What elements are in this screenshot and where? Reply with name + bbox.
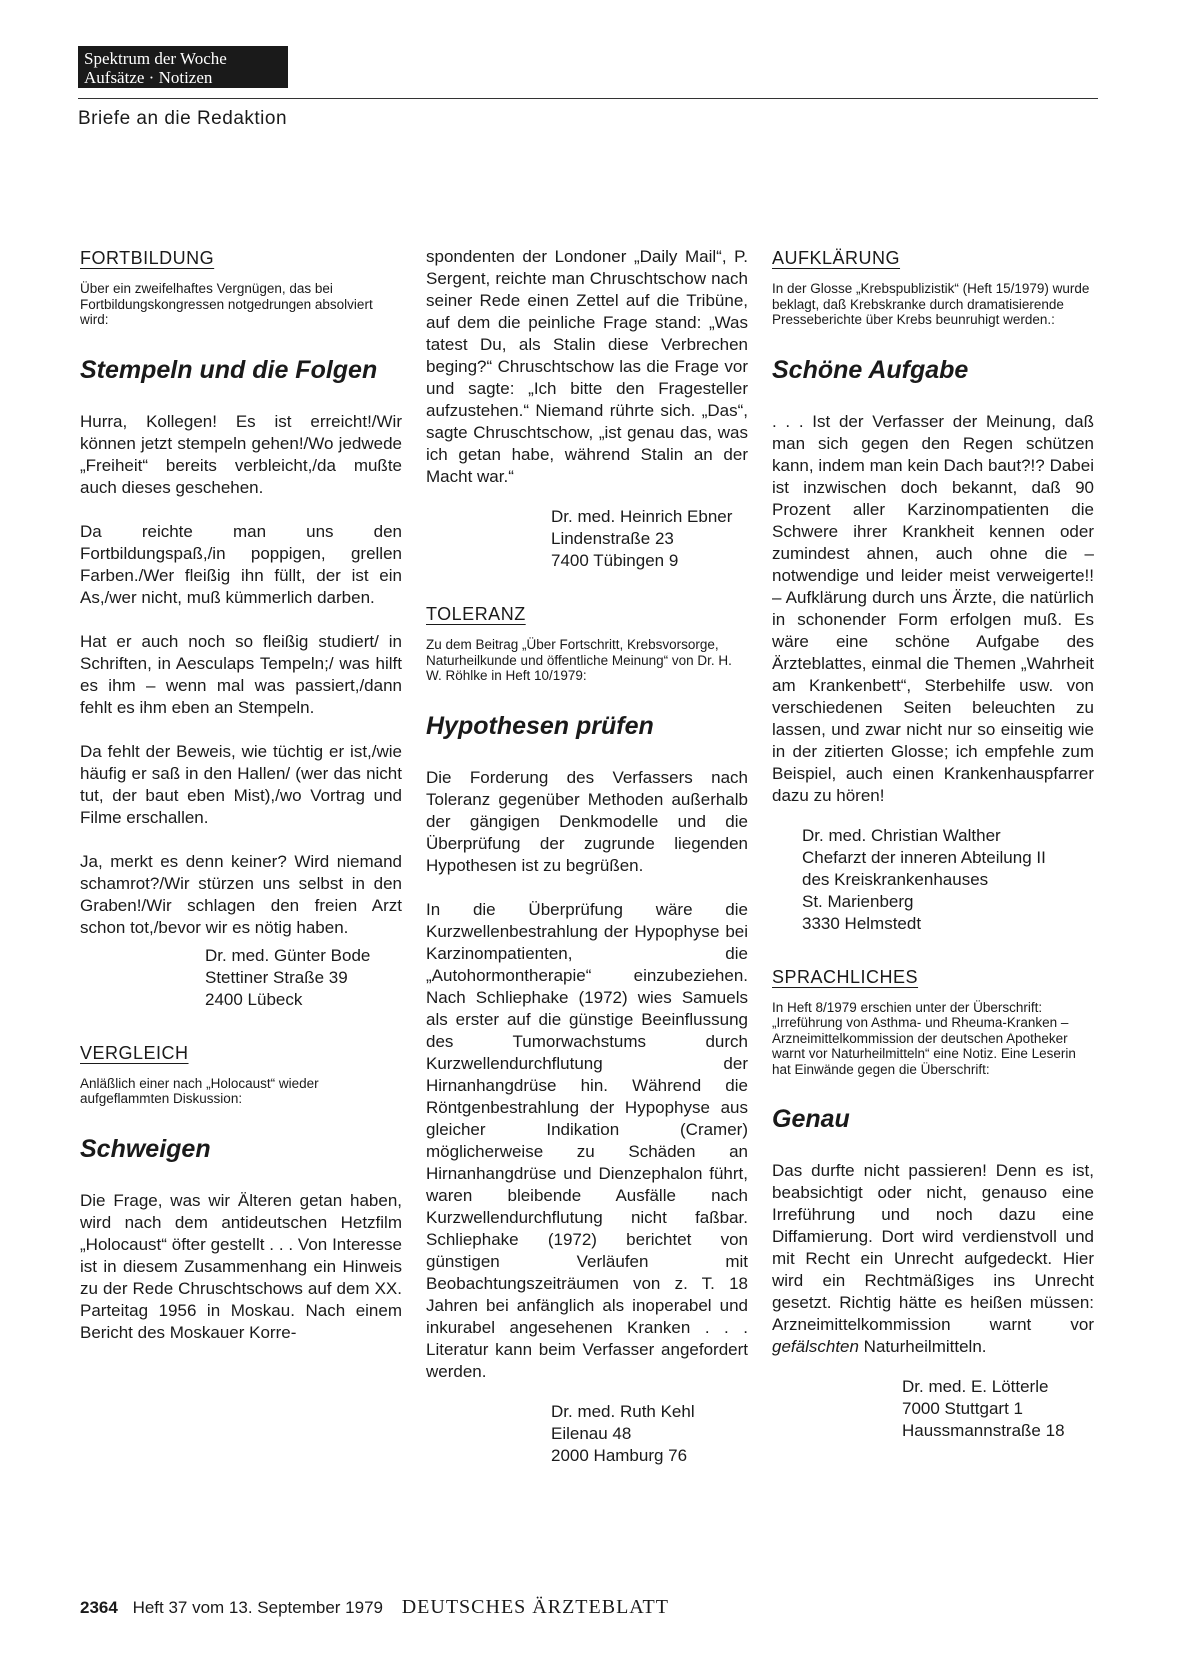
body-toleranz xyxy=(426,767,748,1383)
kicker-vergleich: VERGLEICH xyxy=(80,1042,189,1063)
headline-toleranz: Hypothesen prüfen xyxy=(426,711,654,740)
paragraph: . . . Ist der Verfasser der Meinung, daß man sich gegen den Regen schützen kann, indem man kein Dach baut?!? Dabei ist inzwischen doch bekannt, daß 90 Prozent aller Karzinompatienten die Schwere ihrer Krankheit kennen oder zumindest ahnen, auch ohne die – notwendige und leider meist verweigerte!! – Aufklärung durch uns Ärzte, die natürlich in schonender Form erfolgen muß. Es wäre eine schöne Aufgabe des Ärzteblattes, einmal die Themen „Wahrheit am Krankenbett“, Sterbehilfe usw. von verschiedenen Seiten beleuchten zu lassen, und zwar nicht nur so einseitig wie in der zitierten Glosse; ich empfehle zum Beispiel, auch einen Krankenhauspfarrer dazu zu hören! xyxy=(772,411,1094,805)
signature-city: 7400 Tübingen 9 xyxy=(551,551,679,570)
signature-street: Eilenau 48 xyxy=(551,1423,632,1443)
body-aufklaerung xyxy=(772,411,1094,807)
paragraph: Hurra, Kollegen! Es ist erreicht!/Wir können jetzt stempeln gehen!/Wo jedwede „Freiheit“ bereits verbleicht,/da mußte auch dieses geschehen. xyxy=(80,411,402,497)
paragraph: Hat er auch noch so fleißig studiert/ in Schriften, in Aesculaps Tempeln;/ was hilft es ihm – wenn mal was passiert,/dann fehlt es ihm eben an Stempeln. xyxy=(80,631,402,717)
signature-city: 7000 Stuttgart 1 xyxy=(902,1399,1023,1418)
signature-city: 2000 Hamburg 76 xyxy=(551,1445,688,1465)
signature-street: Haussmannstraße 18 xyxy=(902,1421,1065,1440)
signature-hospital: des Kreiskrankenhauses xyxy=(802,869,989,889)
body-fortbildung xyxy=(80,411,402,939)
signature-name: Dr. med. Heinrich Ebner xyxy=(551,507,733,526)
column-3 xyxy=(772,248,1094,1474)
paragraph: Da fehlt der Beweis, wie tüchtig er ist,/wie häufig er saß in den Hallen/ (wer das nicht tut, der baut eben Mist),/wo Vortrag und Filme erschallen. xyxy=(80,741,402,827)
signature-kehl xyxy=(551,1401,748,1467)
headline-vergleich: Schweigen xyxy=(80,1134,211,1163)
paragraph: Da reichte man uns den Fortbildungspaß,/in poppigen, grellen Farben./Wer fleißig ihn füllt, der ist ein As,/wer nicht, muß kümmerlich darben. xyxy=(80,521,402,607)
kicker-fortbildung: FORTBILDUNG xyxy=(80,248,215,268)
signature-title: Chefarzt der inneren Abteilung II xyxy=(802,847,1046,867)
kicker-toleranz: TOLERANZ xyxy=(426,604,526,624)
intro-fortbildung: Über ein zweifelhaftes Vergnügen, das bei Fortbildungskongressen notgedrungen absolviert wird: xyxy=(80,281,373,327)
paragraph: Ja, merkt es denn keiner? Wird niemand schamrot?/Wir stürzen uns selbst in den Graben!/Wir schlagen den freien Arzt schon tot,/bevor wir es nötig haben. xyxy=(80,851,402,937)
intro-toleranz: Zu dem Beitrag „Über Fortschritt, Krebsvorsorge, Naturheilkunde und öffentliche Meinung“ von Dr. H. W. Röhlke in Heft 10/1979: xyxy=(426,637,732,683)
magazine-name: DEUTSCHES ÄRZTEBLATT xyxy=(401,1596,669,1618)
signature-street: Stettiner Straße 39 xyxy=(205,967,348,987)
paragraph: In die Überprüfung wäre die Kurzwellenbestrahlung der Hypophyse bei Karzinompatienten, die „Autohormontherapie“ einzubeziehen. Nach Schliephake (1972) wies Samuels als erster auf die günstige Beeinflussung des Tumorwachstums durch Kurzwellendurchflutung der Hirnanhangdrüse hin. Während die Röntgenbestrahlung der Hypophyse aus gleicher Indikation (Cramer) möglicherweise zu Schäden an Hirnanhangdrüse und Dienzephalon führt, waren bleibende Ausfälle nach Kurzwellendurchflutung nicht faßbar. Schliephake (1972) berichtet von günstigen Verläufen mit Beobachtungszeiträumen von z. T. 18 Jahren bei anfänglich als inoperabel und inkurabel angesehenen Kranken . . . Literatur kann beim Verfasser angefordert werden. xyxy=(426,899,748,1381)
paragraph-part: Das durfte nicht passieren! Denn es ist, beabsichtigt oder nicht, genauso eine Irreführung und noch dazu eine Diffamierung. Dort wird verdienstvoll und mit Recht ein Unrecht aufgedeckt. Hier wird ein Rechtmäßiges ins Unrecht gesetzt. Richtig hätte es heißen müssen: Arzneimittelkommission warnt vor xyxy=(772,1161,1094,1334)
body-sprachliches xyxy=(772,1160,1094,1358)
signature-street: Lindenstraße 23 xyxy=(551,529,674,548)
signature-name: Dr. med. Günter Bode xyxy=(205,945,371,965)
section-badge xyxy=(78,46,288,88)
paragraph xyxy=(772,1160,1094,1358)
signature-name: Dr. med. Christian Walther xyxy=(802,825,1001,845)
signature-walther xyxy=(802,825,1094,935)
kicker-sprachliches: SPRACHLICHES xyxy=(772,966,919,987)
column-2 xyxy=(426,246,748,1499)
signature-ebner xyxy=(551,506,748,572)
signature-city: 3330 Helmstedt xyxy=(802,913,922,933)
signature-city: 2400 Lübeck xyxy=(205,989,303,1009)
header-rule xyxy=(78,98,1098,99)
paragraph: spondenten der Londoner „Daily Mail“, P. Sergent, reichte man Chruschtschow nach seiner Rede einen Zettel auf die Tribüne, auf dem die peinliche Frage stand: „Was tatest Du, als Stalin diese Verbrechen beging?“ Chruschtschow las die Frage vor und sagte: „Ich bitte den Fragesteller aufzustehen.“ Niemand rührte sich. „Das“, sagte Chruschtschow, „ist genau das, was ich getan habe, während Stalin an der Macht war.“ xyxy=(426,247,748,486)
headline-sprachliches: Genau xyxy=(772,1105,850,1133)
signature-name: Dr. med. Ruth Kehl xyxy=(551,1401,695,1421)
signature-street: St. Marienberg xyxy=(802,891,914,911)
page-footer xyxy=(80,1596,669,1619)
emphasis: gefälschten xyxy=(772,1337,859,1356)
intro-aufklaerung: In der Glosse „Krebspublizistik“ (Heft 15/1979) wurde beklagt, daß Krebskranke durch dramatisierende Presseberichte über Krebs beunruhigt werden.: xyxy=(772,281,1090,327)
paragraph: Die Forderung des Verfassers nach Toleranz gegenüber Methoden außerhalb der gängigen Denkmodelle und die Überprüfung der zugrunde liegenden Hypothesen ist zu begrüßen. xyxy=(426,767,748,875)
headline-aufklaerung: Schöne Aufgabe xyxy=(772,355,969,384)
signature-loetterle xyxy=(902,1376,1094,1442)
kicker-aufklaerung: AUFKLÄRUNG xyxy=(772,248,901,268)
signature-bode xyxy=(205,945,402,1011)
page-number: 2364 xyxy=(80,1598,118,1617)
body-vergleich-cont xyxy=(426,246,748,488)
paragraph: Die Frage, was wir Älteren getan haben, wird nach dem antideutschen Hetzfilm „Holocaust“ öfter gestellt . . . Von Interesse ist in diesem Zusammenhang ein Hinweis zu der Rede Chruschtschows auf dem XX. Parteitag 1956 in Moskau. Nach einem Bericht des Moskauer Korre- xyxy=(80,1190,402,1342)
column-1 xyxy=(80,248,402,1344)
signature-name: Dr. med. E. Lötterle xyxy=(902,1377,1049,1396)
body-vergleich xyxy=(80,1190,402,1344)
intro-sprachliches: In Heft 8/1979 erschien unter der Überschrift: „Irreführung von Asthma- und Rheuma-Kranken – Arzneimittelkommission der deutschen Apotheker warnt vor Naturheilmitteln“ eine Notiz. Eine Leserin hat Einwände gegen die Überschrift: xyxy=(772,999,1076,1077)
intro-vergleich: Anläßlich einer nach „Holocaust“ wieder aufgeflammten Diskussion: xyxy=(80,1075,319,1106)
badge-line-2: Aufsätze · Notizen xyxy=(84,68,213,87)
badge-line-1: Spektrum der Woche xyxy=(84,49,227,68)
section-title: Briefe an die Redaktion xyxy=(78,108,288,129)
issue-info: Heft 37 vom 13. September 1979 xyxy=(132,1598,383,1617)
headline-fortbildung: Stempeln und die Folgen xyxy=(80,355,378,384)
paragraph-part: Naturheilmitteln. xyxy=(858,1337,987,1356)
